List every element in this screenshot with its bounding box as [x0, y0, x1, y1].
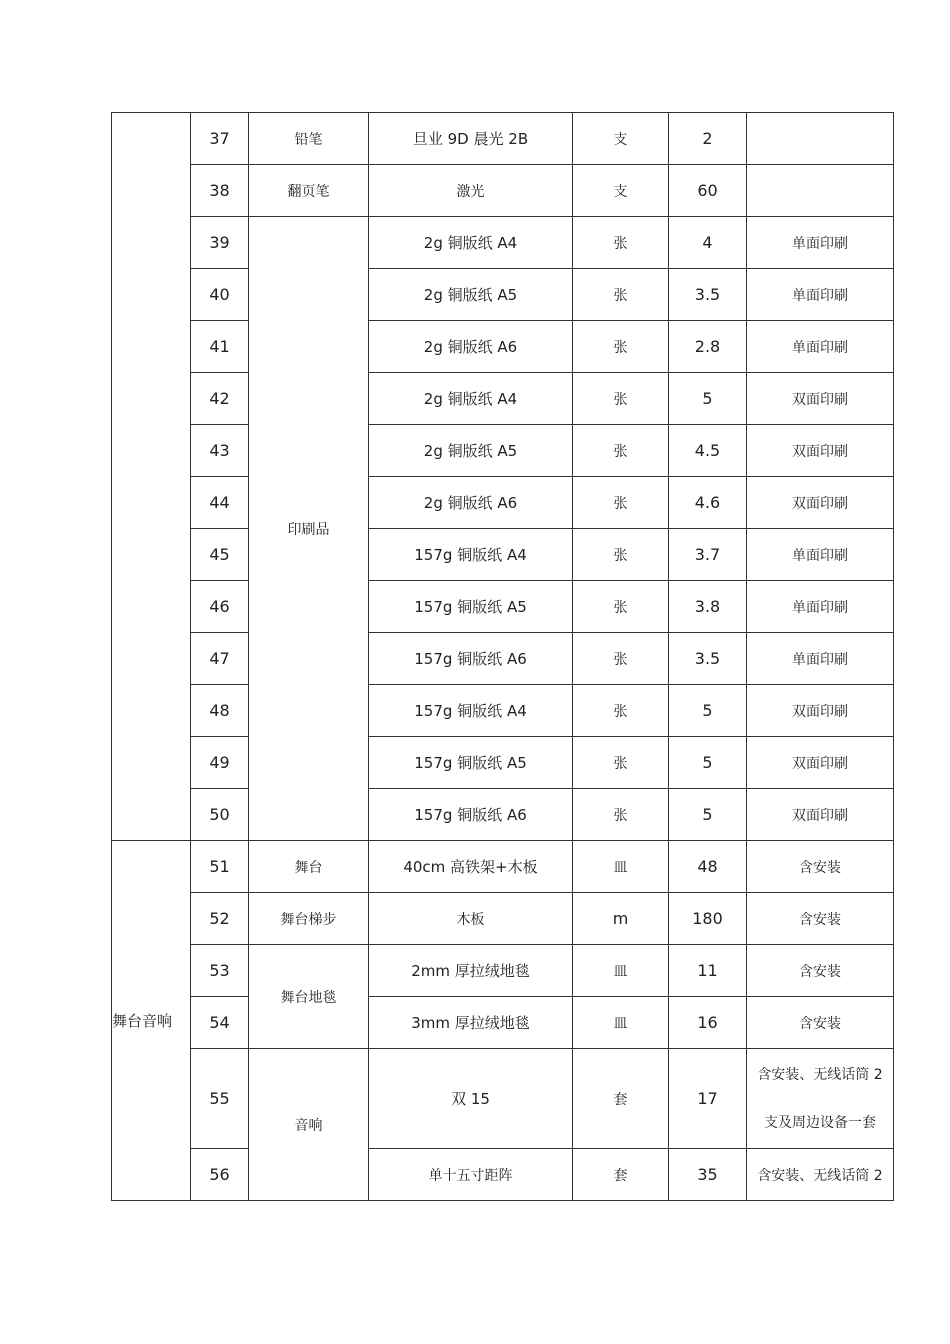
equipment-table [111, 112, 894, 1201]
item-unit: 张 [573, 633, 669, 685]
item-spec: 157g 铜版纸 A6 [369, 789, 573, 841]
item-qty: 3.5 [669, 269, 747, 321]
item-remark: 含安装 [747, 841, 894, 893]
table-row [112, 789, 894, 841]
item-qty: 2 [669, 113, 747, 165]
row-number: 48 [191, 685, 249, 737]
item-qty: 2.8 [669, 321, 747, 373]
item-unit: 张 [573, 685, 669, 737]
item-spec: 157g 铜版纸 A5 [369, 737, 573, 789]
item-qty: 4 [669, 217, 747, 269]
table-row [112, 425, 894, 477]
item-qty: 180 [669, 893, 747, 945]
item-qty: 5 [669, 373, 747, 425]
item-spec: 激光 [369, 165, 573, 217]
category-cell: 舞台音响 [112, 841, 191, 1201]
item-unit: 张 [573, 217, 669, 269]
table-row [112, 373, 894, 425]
table-row [112, 113, 894, 165]
item-name: 舞台梯步 [249, 893, 369, 945]
item-spec: 2g 铜版纸 A5 [369, 269, 573, 321]
row-number: 55 [191, 1049, 249, 1149]
table-row [112, 1049, 894, 1149]
row-number: 42 [191, 373, 249, 425]
item-remark: 双面印刷 [747, 789, 894, 841]
table-row [112, 893, 894, 945]
item-qty: 60 [669, 165, 747, 217]
item-spec: 157g 铜版纸 A5 [369, 581, 573, 633]
item-unit: 张 [573, 425, 669, 477]
item-remark: 单面印刷 [747, 529, 894, 581]
item-unit: 张 [573, 581, 669, 633]
table-row [112, 165, 894, 217]
item-remark: 双面印刷 [747, 477, 894, 529]
item-qty: 4.5 [669, 425, 747, 477]
item-spec: 2g 铜版纸 A4 [369, 217, 573, 269]
item-unit: 支 [573, 113, 669, 165]
table-row [112, 1149, 894, 1201]
item-qty: 5 [669, 685, 747, 737]
item-qty: 17 [669, 1049, 747, 1149]
item-qty: 3.8 [669, 581, 747, 633]
item-remark: 含安装 [747, 893, 894, 945]
item-remark: 单面印刷 [747, 581, 894, 633]
item-spec: 木板 [369, 893, 573, 945]
item-spec: 2g 铜版纸 A4 [369, 373, 573, 425]
item-spec: 2g 铜版纸 A6 [369, 321, 573, 373]
item-spec: 157g 铜版纸 A4 [369, 529, 573, 581]
item-spec: 40cm 高铁架+木板 [369, 841, 573, 893]
item-remark: 单面印刷 [747, 217, 894, 269]
item-unit: 张 [573, 789, 669, 841]
row-number: 49 [191, 737, 249, 789]
table-row [112, 737, 894, 789]
item-remark: 双面印刷 [747, 737, 894, 789]
item-remark: 含安装、无线话筒 2 [747, 1149, 894, 1201]
item-spec: 3mm 厚拉绒地毯 [369, 997, 573, 1049]
item-name: 印刷品 [249, 217, 369, 841]
item-remark: 双面印刷 [747, 373, 894, 425]
table-row [112, 945, 894, 997]
table-row [112, 841, 894, 893]
item-unit: 套 [573, 1049, 669, 1149]
item-unit: 张 [573, 373, 669, 425]
row-number: 45 [191, 529, 249, 581]
item-remark [747, 113, 894, 165]
row-number: 38 [191, 165, 249, 217]
item-unit: m [573, 893, 669, 945]
item-unit: 张 [573, 269, 669, 321]
item-name: 音响 [249, 1049, 369, 1201]
row-number: 56 [191, 1149, 249, 1201]
item-remark: 单面印刷 [747, 269, 894, 321]
item-qty: 3.5 [669, 633, 747, 685]
item-remark: 单面印刷 [747, 321, 894, 373]
item-qty: 48 [669, 841, 747, 893]
row-number: 41 [191, 321, 249, 373]
item-unit: 皿 [573, 997, 669, 1049]
item-spec: 单十五寸距阵 [369, 1149, 573, 1201]
item-qty: 5 [669, 789, 747, 841]
item-remark: 含安装、无线话筒 2 支及周边设备一套 [747, 1049, 894, 1149]
item-unit: 套 [573, 1149, 669, 1201]
item-name: 舞台地毯 [249, 945, 369, 1049]
row-number: 47 [191, 633, 249, 685]
item-unit: 皿 [573, 841, 669, 893]
table-row [112, 685, 894, 737]
item-remark: 双面印刷 [747, 685, 894, 737]
table-row [112, 477, 894, 529]
row-number: 54 [191, 997, 249, 1049]
item-unit: 支 [573, 165, 669, 217]
row-number: 51 [191, 841, 249, 893]
item-name: 翻页笔 [249, 165, 369, 217]
item-unit: 张 [573, 737, 669, 789]
item-qty: 3.7 [669, 529, 747, 581]
item-qty: 5 [669, 737, 747, 789]
item-qty: 4.6 [669, 477, 747, 529]
table-row [112, 633, 894, 685]
row-number: 50 [191, 789, 249, 841]
item-spec: 2mm 厚拉绒地毯 [369, 945, 573, 997]
item-remark [747, 165, 894, 217]
item-remark: 含安装 [747, 997, 894, 1049]
item-remark: 含安装 [747, 945, 894, 997]
table-row [112, 997, 894, 1049]
item-unit: 张 [573, 477, 669, 529]
row-number: 52 [191, 893, 249, 945]
item-spec: 旦业 9D 晨光 2B [369, 113, 573, 165]
table-row [112, 217, 894, 269]
item-spec: 双 15 [369, 1049, 573, 1149]
item-spec: 2g 铜版纸 A5 [369, 425, 573, 477]
row-number: 39 [191, 217, 249, 269]
row-number: 37 [191, 113, 249, 165]
item-qty: 16 [669, 997, 747, 1049]
row-number: 46 [191, 581, 249, 633]
item-qty: 11 [669, 945, 747, 997]
item-spec: 157g 铜版纸 A4 [369, 685, 573, 737]
row-number: 43 [191, 425, 249, 477]
item-unit: 张 [573, 321, 669, 373]
row-number: 53 [191, 945, 249, 997]
table-row [112, 529, 894, 581]
category-cell-blank [112, 113, 191, 841]
item-unit: 张 [573, 529, 669, 581]
row-number: 40 [191, 269, 249, 321]
item-remark: 双面印刷 [747, 425, 894, 477]
row-number: 44 [191, 477, 249, 529]
item-spec: 2g 铜版纸 A6 [369, 477, 573, 529]
table-row [112, 581, 894, 633]
item-remark: 单面印刷 [747, 633, 894, 685]
item-unit: 皿 [573, 945, 669, 997]
table-row [112, 269, 894, 321]
item-name: 铅笔 [249, 113, 369, 165]
item-name: 舞台 [249, 841, 369, 893]
table-row [112, 321, 894, 373]
item-spec: 157g 铜版纸 A6 [369, 633, 573, 685]
item-qty: 35 [669, 1149, 747, 1201]
